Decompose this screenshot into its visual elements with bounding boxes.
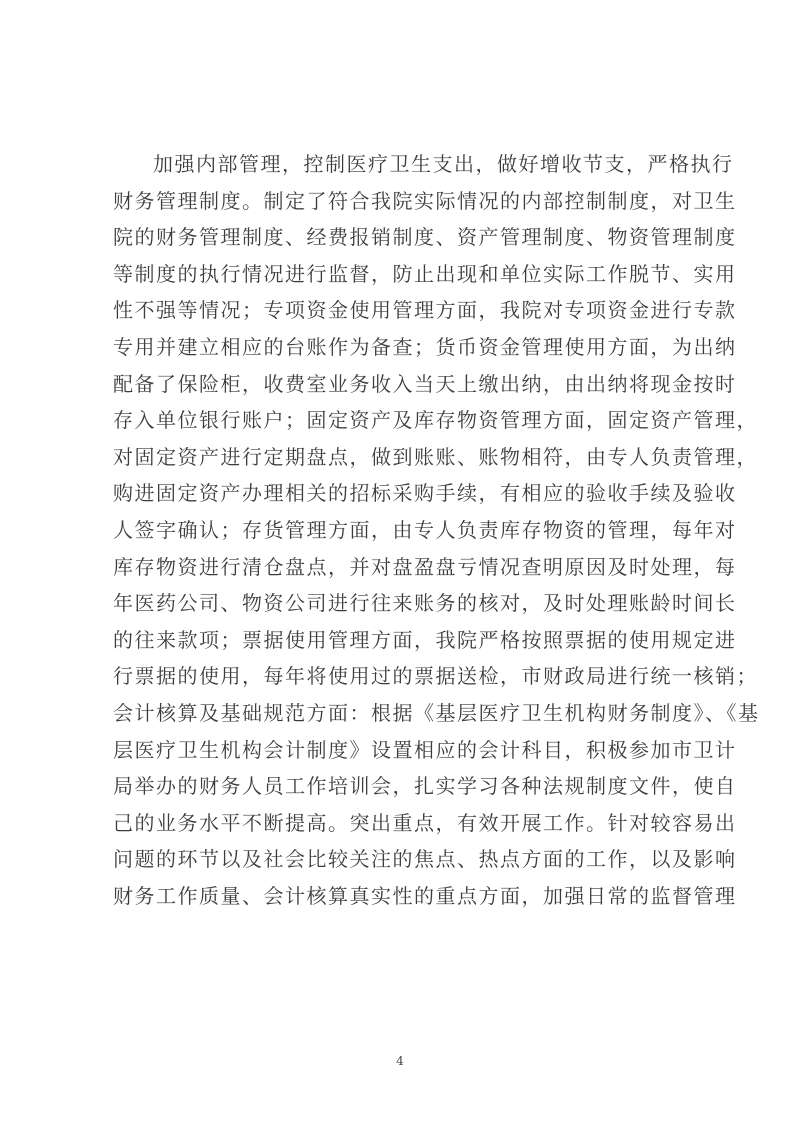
text-line: 购进固定资产办理相关的招标采购手续，有相应的验收手续及验收: [113, 481, 737, 506]
text-line: 的往来款项；票据使用管理方面，我院严格按照票据的使用规定进: [113, 627, 737, 652]
text-line: 院的财务管理制度、经费报销制度、资产管理制度、物资管理制度: [113, 225, 737, 250]
text-line: 配备了保险柜，收费室业务收入当天上缴出纳，由出纳将现金按时: [113, 371, 737, 396]
text-line: 库存物资进行清仓盘点，并对盘盈盘亏情况查明原因及时处理，每: [113, 554, 737, 579]
text-line: 局举办的财务人员工作培训会，扎实学习各种法规制度文件，使自: [113, 774, 737, 799]
text-line: 年医药公司、物资公司进行往来账务的核对，及时处理账龄时间长: [113, 591, 737, 616]
text-line: 加强内部管理，控制医疗卫生支出，做好增收节支，严格执行: [153, 152, 734, 176]
text-line: 层医疗卫生机构会计制度》设置相应的会计科目，积极参加市卫计: [113, 737, 737, 762]
page-number: 4: [396, 1054, 404, 1068]
text-line: 己的业务水平不断提高。突出重点，有效开展工作。针对较容易出: [113, 810, 737, 835]
body-paragraph: [113, 146, 760, 914]
text-line: 等制度的执行情况进行监督，防止出现和单位实际工作脱节、实用: [113, 261, 737, 286]
text-line: 性不强等情况；专项资金使用管理方面，我院对专项资金进行专款: [113, 298, 737, 323]
text-line: 行票据的使用，每年将使用过的票据送检，市财政局进行统一核销；: [113, 664, 758, 689]
text-line: 人签字确认；存货管理方面，由专人负责库存物资的管理，每年对: [113, 517, 737, 542]
text-line: 问题的环节以及社会比较关注的焦点、热点方面的工作，以及影响: [113, 847, 737, 872]
text-line: 对固定资产进行定期盘点，做到账账、账物相符，由专人负责管理，: [113, 444, 758, 469]
text-line: 会计核算及基础规范方面：根据《基层医疗卫生机构财务制度》、《基: [113, 700, 760, 725]
text-line: 专用并建立相应的台账作为备查；货币资金管理使用方面，为出纳: [113, 334, 737, 359]
text-line: 财务管理制度。制定了符合我院实际情况的内部控制制度，对卫生: [113, 188, 737, 213]
text-line: 存入单位银行账户；固定资产及库存物资管理方面，固定资产管理，: [113, 408, 758, 433]
text-line: 财务工作质量、会计核算真实性的重点方面，加强日常的监督管理: [113, 883, 737, 908]
